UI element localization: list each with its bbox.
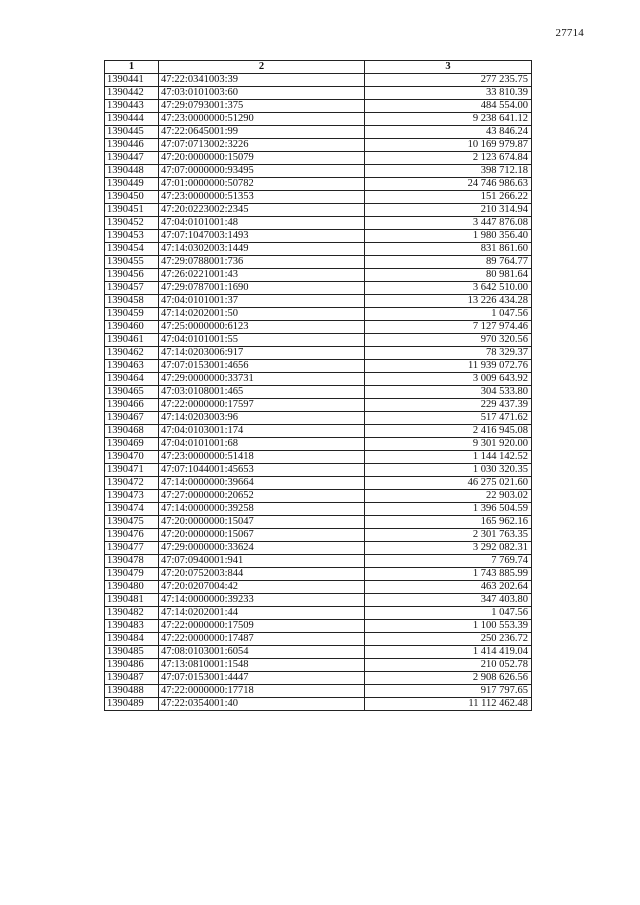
value-cell: 517 471.62: [365, 412, 532, 425]
table-row: [105, 607, 532, 620]
value-cell: 398 712.18: [365, 165, 532, 178]
row-number-cell: 1390445: [105, 126, 159, 139]
value-cell: 2 123 674.84: [365, 152, 532, 165]
row-number-cell: 1390451: [105, 204, 159, 217]
row-number-cell: 1390476: [105, 529, 159, 542]
cadastral-number-cell: 47:27:0000000:20652: [159, 490, 365, 503]
value-cell: 3 447 876.08: [365, 217, 532, 230]
table-row: [105, 477, 532, 490]
table-row: [105, 672, 532, 685]
value-cell: 10 169 979.87: [365, 139, 532, 152]
table-body: [105, 74, 532, 711]
value-cell: 24 746 986.63: [365, 178, 532, 191]
row-number-cell: 1390456: [105, 269, 159, 282]
value-cell: 1 047.56: [365, 607, 532, 620]
column-header-2: 2: [159, 61, 365, 74]
row-number-cell: 1390481: [105, 594, 159, 607]
row-number-cell: 1390454: [105, 243, 159, 256]
cadastral-number-cell: 47:20:0000000:15047: [159, 516, 365, 529]
cadastral-number-cell: 47:23:0000000:51353: [159, 191, 365, 204]
table-row: [105, 282, 532, 295]
value-cell: 33 810.39: [365, 87, 532, 100]
table-row: [105, 269, 532, 282]
row-number-cell: 1390447: [105, 152, 159, 165]
cadastral-number-cell: 47:22:0000000:17509: [159, 620, 365, 633]
row-number-cell: 1390470: [105, 451, 159, 464]
row-number-cell: 1390486: [105, 659, 159, 672]
table-row: [105, 412, 532, 425]
value-cell: 210 314.94: [365, 204, 532, 217]
column-header-3: 3: [365, 61, 532, 74]
table-row: [105, 620, 532, 633]
row-number-cell: 1390450: [105, 191, 159, 204]
table-row: [105, 568, 532, 581]
row-number-cell: 1390443: [105, 100, 159, 113]
table-row: [105, 542, 532, 555]
row-number-cell: 1390472: [105, 477, 159, 490]
row-number-cell: 1390455: [105, 256, 159, 269]
column-header-1: 1: [105, 61, 159, 74]
value-cell: 970 320.56: [365, 334, 532, 347]
row-number-cell: 1390466: [105, 399, 159, 412]
value-cell: 484 554.00: [365, 100, 532, 113]
value-cell: 46 275 021.60: [365, 477, 532, 490]
value-cell: 89 764.77: [365, 256, 532, 269]
cadastral-number-cell: 47:23:0000000:51290: [159, 113, 365, 126]
row-number-cell: 1390467: [105, 412, 159, 425]
row-number-cell: 1390461: [105, 334, 159, 347]
table-row: [105, 464, 532, 477]
cadastral-number-cell: 47:01:0000000:50782: [159, 178, 365, 191]
cadastral-number-cell: 47:07:1047003:1493: [159, 230, 365, 243]
cadastral-number-cell: 47:20:0752003:844: [159, 568, 365, 581]
table-row: [105, 425, 532, 438]
cadastral-number-cell: 47:23:0000000:51418: [159, 451, 365, 464]
table-row: [105, 698, 532, 711]
cadastral-number-cell: 47:14:0202001:44: [159, 607, 365, 620]
cadastral-number-cell: 47:07:0000000:93495: [159, 165, 365, 178]
value-cell: 80 981.64: [365, 269, 532, 282]
value-cell: 229 437.39: [365, 399, 532, 412]
value-cell: 2 416 945.08: [365, 425, 532, 438]
table-row: [105, 74, 532, 87]
row-number-cell: 1390457: [105, 282, 159, 295]
cadastral-number-cell: 47:04:0101001:68: [159, 438, 365, 451]
row-number-cell: 1390477: [105, 542, 159, 555]
row-number-cell: 1390471: [105, 464, 159, 477]
row-number-cell: 1390452: [105, 217, 159, 230]
cadastral-number-cell: 47:14:0202001:50: [159, 308, 365, 321]
cadastral-number-cell: 47:20:0223002:2345: [159, 204, 365, 217]
cadastral-number-cell: 47:22:0341003:39: [159, 74, 365, 87]
table-header-row: [105, 61, 532, 74]
cadastral-number-cell: 47:14:0203003:96: [159, 412, 365, 425]
table-row: [105, 438, 532, 451]
cadastral-number-cell: 47:07:1044001:45653: [159, 464, 365, 477]
value-cell: 9 301 920.00: [365, 438, 532, 451]
cadastral-number-cell: 47:29:0788001:736: [159, 256, 365, 269]
row-number-cell: 1390446: [105, 139, 159, 152]
row-number-cell: 1390458: [105, 295, 159, 308]
value-cell: 151 266.22: [365, 191, 532, 204]
value-cell: 11 112 462.48: [365, 698, 532, 711]
row-number-cell: 1390442: [105, 87, 159, 100]
value-cell: 463 202.64: [365, 581, 532, 594]
value-cell: 1 396 504.59: [365, 503, 532, 516]
table-row: [105, 126, 532, 139]
value-cell: 2 301 763.35: [365, 529, 532, 542]
row-number-cell: 1390448: [105, 165, 159, 178]
row-number-cell: 1390465: [105, 386, 159, 399]
table-row: [105, 646, 532, 659]
cadastral-number-cell: 47:14:0000000:39258: [159, 503, 365, 516]
value-cell: 917 797.65: [365, 685, 532, 698]
cadastral-number-cell: 47:07:0153001:4656: [159, 360, 365, 373]
cadastral-number-cell: 47:22:0000000:17487: [159, 633, 365, 646]
value-cell: 210 052.78: [365, 659, 532, 672]
cadastral-number-cell: 47:29:0000000:33624: [159, 542, 365, 555]
table-row: [105, 217, 532, 230]
cadastral-number-cell: 47:29:0787001:1690: [159, 282, 365, 295]
row-number-cell: 1390460: [105, 321, 159, 334]
cadastral-number-cell: 47:03:0108001:465: [159, 386, 365, 399]
cadastral-number-cell: 47:07:0713002:3226: [159, 139, 365, 152]
row-number-cell: 1390489: [105, 698, 159, 711]
row-number-cell: 1390480: [105, 581, 159, 594]
data-table: [104, 60, 532, 711]
table-row: [105, 152, 532, 165]
value-cell: 1 144 142.52: [365, 451, 532, 464]
cadastral-number-cell: 47:22:0354001:40: [159, 698, 365, 711]
row-number-cell: 1390464: [105, 373, 159, 386]
table-row: [105, 139, 532, 152]
row-number-cell: 1390444: [105, 113, 159, 126]
cadastral-number-cell: 47:04:0101001:37: [159, 295, 365, 308]
value-cell: 1 047.56: [365, 308, 532, 321]
page-number: 27714: [555, 27, 584, 39]
row-number-cell: 1390487: [105, 672, 159, 685]
table-row: [105, 594, 532, 607]
row-number-cell: 1390482: [105, 607, 159, 620]
value-cell: 1 414 419.04: [365, 646, 532, 659]
cadastral-number-cell: 47:04:0101001:48: [159, 217, 365, 230]
value-cell: 13 226 434.28: [365, 295, 532, 308]
value-cell: 43 846.24: [365, 126, 532, 139]
table-row: [105, 100, 532, 113]
value-cell: 250 236.72: [365, 633, 532, 646]
value-cell: 7 127 974.46: [365, 321, 532, 334]
row-number-cell: 1390463: [105, 360, 159, 373]
table-row: [105, 399, 532, 412]
table-row: [105, 204, 532, 217]
value-cell: 3 009 643.92: [365, 373, 532, 386]
table-row: [105, 685, 532, 698]
cadastral-number-cell: 47:14:0000000:39664: [159, 477, 365, 490]
table-row: [105, 360, 532, 373]
row-number-cell: 1390484: [105, 633, 159, 646]
row-number-cell: 1390449: [105, 178, 159, 191]
value-cell: 7 769.74: [365, 555, 532, 568]
value-cell: 831 861.60: [365, 243, 532, 256]
row-number-cell: 1390488: [105, 685, 159, 698]
row-number-cell: 1390475: [105, 516, 159, 529]
table-row: [105, 503, 532, 516]
cadastral-number-cell: 47:07:0940001:941: [159, 555, 365, 568]
table-row: [105, 230, 532, 243]
table-row: [105, 334, 532, 347]
cadastral-number-cell: 47:29:0793001:375: [159, 100, 365, 113]
cadastral-number-cell: 47:03:0101003:60: [159, 87, 365, 100]
value-cell: 22 903.02: [365, 490, 532, 503]
cadastral-number-cell: 47:26:0221001:43: [159, 269, 365, 282]
value-cell: 304 533.80: [365, 386, 532, 399]
row-number-cell: 1390485: [105, 646, 159, 659]
value-cell: 9 238 641.12: [365, 113, 532, 126]
table-row: [105, 321, 532, 334]
table-row: [105, 165, 532, 178]
table-row: [105, 516, 532, 529]
row-number-cell: 1390479: [105, 568, 159, 581]
cadastral-number-cell: 47:22:0000000:17597: [159, 399, 365, 412]
cadastral-number-cell: 47:04:0101001:55: [159, 334, 365, 347]
table-row: [105, 555, 532, 568]
table-row: [105, 295, 532, 308]
value-cell: 2 908 626.56: [365, 672, 532, 685]
value-cell: 3 642 510.00: [365, 282, 532, 295]
table-row: [105, 386, 532, 399]
value-cell: 1 980 356.40: [365, 230, 532, 243]
table-row: [105, 243, 532, 256]
table-row: [105, 347, 532, 360]
table-row: [105, 529, 532, 542]
value-cell: 78 329.37: [365, 347, 532, 360]
row-number-cell: 1390478: [105, 555, 159, 568]
cadastral-number-cell: 47:04:0103001:174: [159, 425, 365, 438]
value-cell: 1 030 320.35: [365, 464, 532, 477]
cadastral-number-cell: 47:22:0645001:99: [159, 126, 365, 139]
table-row: [105, 113, 532, 126]
cadastral-number-cell: 47:14:0203006:917: [159, 347, 365, 360]
cadastral-number-cell: 47:08:0103001:6054: [159, 646, 365, 659]
value-cell: 3 292 082.31: [365, 542, 532, 555]
table-row: [105, 256, 532, 269]
cadastral-number-cell: 47:14:0000000:39233: [159, 594, 365, 607]
value-cell: 1 100 553.39: [365, 620, 532, 633]
cadastral-number-cell: 47:20:0000000:15079: [159, 152, 365, 165]
cadastral-number-cell: 47:20:0207004:42: [159, 581, 365, 594]
row-number-cell: 1390474: [105, 503, 159, 516]
value-cell: 347 403.80: [365, 594, 532, 607]
table-row: [105, 308, 532, 321]
table-row: [105, 87, 532, 100]
row-number-cell: 1390469: [105, 438, 159, 451]
value-cell: 1 743 885.99: [365, 568, 532, 581]
table-row: [105, 490, 532, 503]
row-number-cell: 1390473: [105, 490, 159, 503]
cadastral-number-cell: 47:13:0810001:1548: [159, 659, 365, 672]
value-cell: 277 235.75: [365, 74, 532, 87]
cadastral-number-cell: 47:25:0000000:6123: [159, 321, 365, 334]
table-row: [105, 633, 532, 646]
cadastral-number-cell: 47:14:0302003:1449: [159, 243, 365, 256]
row-number-cell: 1390483: [105, 620, 159, 633]
table-row: [105, 373, 532, 386]
row-number-cell: 1390462: [105, 347, 159, 360]
table-row: [105, 451, 532, 464]
cadastral-number-cell: 47:07:0153001:4447: [159, 672, 365, 685]
row-number-cell: 1390441: [105, 74, 159, 87]
table-row: [105, 191, 532, 204]
row-number-cell: 1390459: [105, 308, 159, 321]
value-cell: 165 962.16: [365, 516, 532, 529]
row-number-cell: 1390453: [105, 230, 159, 243]
cadastral-number-cell: 47:22:0000000:17718: [159, 685, 365, 698]
value-cell: 11 939 072.76: [365, 360, 532, 373]
cadastral-number-cell: 47:20:0000000:15067: [159, 529, 365, 542]
row-number-cell: 1390468: [105, 425, 159, 438]
table-row: [105, 178, 532, 191]
table-row: [105, 581, 532, 594]
table-row: [105, 659, 532, 672]
cadastral-number-cell: 47:29:0000000:33731: [159, 373, 365, 386]
